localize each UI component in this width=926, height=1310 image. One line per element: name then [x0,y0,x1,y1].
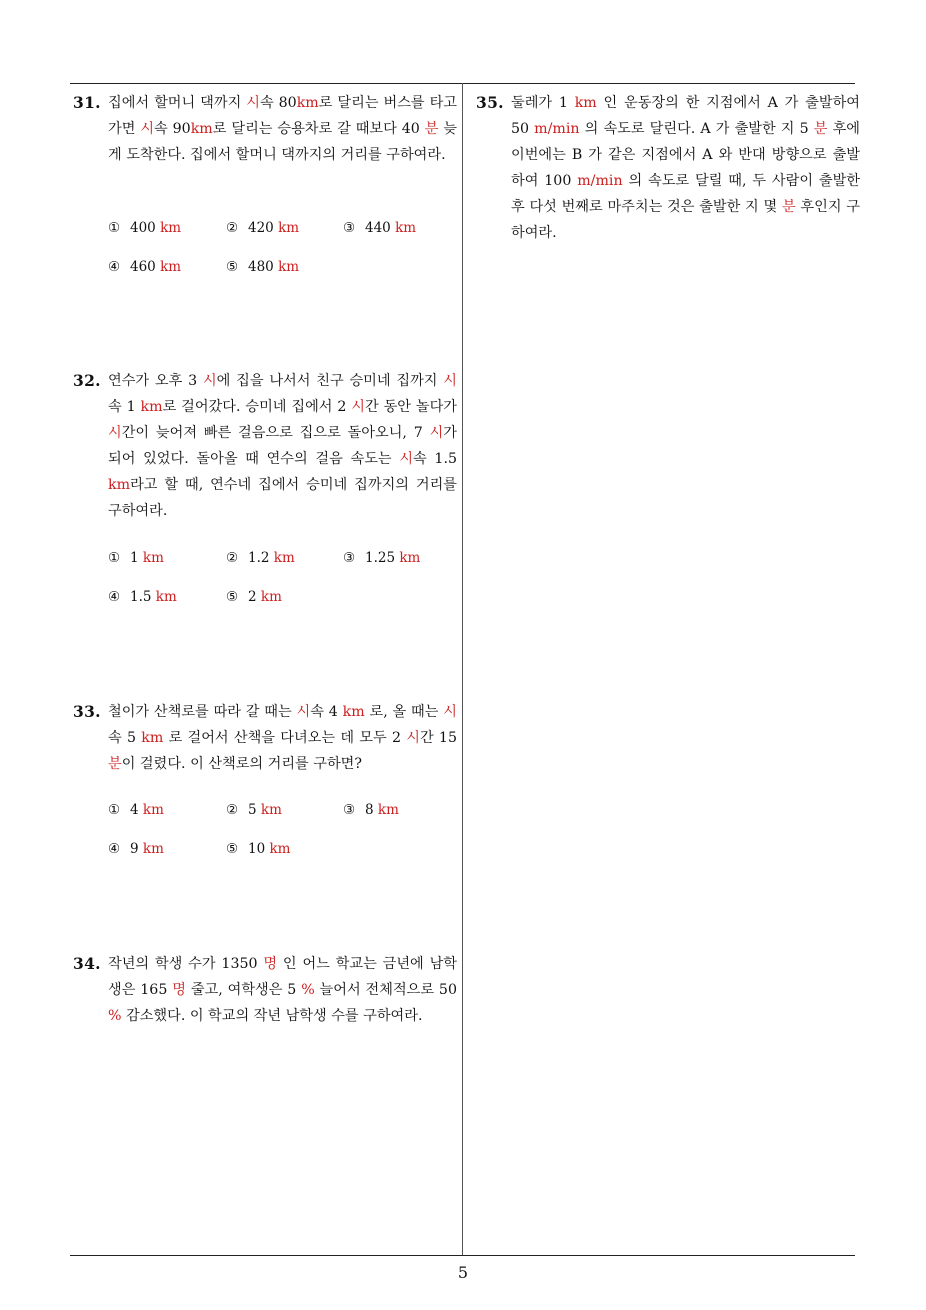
unit-token: 시 [406,730,420,746]
choice-value: 1.2 [248,550,274,566]
choice-value: 1.25 [365,550,400,566]
choice-marker: ② [226,220,239,236]
choice-5[interactable] [226,589,282,605]
choice-marker: ④ [108,259,121,275]
question-number: 34. [73,954,101,973]
choice-value: 400 [130,220,161,236]
question-35 [476,90,860,246]
unit-token: % [301,982,315,998]
unit-token: km [140,399,163,415]
question-number: 35. [476,93,504,112]
choice-unit: km [160,259,182,275]
unit-token: km [296,95,319,111]
question-34 [73,951,457,1029]
unit-token: 분 [424,121,439,137]
question-text: 둘레가 1 km 인 운동장의 한 지점에서 A 가 출발하여 50 m/min 의 속도로 달린다. A 가 출발한 지 5 분 후에 이번에는 B 가 같은 지점에서 A 와 반대 방향으로 출발하여 100 m/min 의 속도로 달릴 때, 두 사람이 출발한 후 다섯 번째로 마주치는 것은 출발한 지 몇 분 후인지 구하여라. [511,95,860,241]
choice-marker: ① [108,802,121,818]
choice-3[interactable] [343,220,416,236]
question-33 [73,699,457,777]
choice-unit: km [278,259,300,275]
choice-unit: km [269,841,291,857]
choice-4[interactable] [108,589,177,605]
choice-value: 420 [248,220,279,236]
choice-marker: ⑤ [226,259,239,275]
question-31 [73,90,457,168]
question-text: 작년의 학생 수가 1350 명 인 어느 학교는 금년에 남학생은 165 명 줄고, 여학생은 5 % 늘어서 전체적으로 50 % 감소했다. 이 학교의 작년 남학생 수를 구하여라. [108,956,457,1024]
choice-1[interactable] [108,550,164,566]
choice-2[interactable] [226,550,295,566]
question-32 [73,368,457,524]
choice-unit: km [278,220,300,236]
choice-unit: km [142,550,164,566]
choice-value: 1 [130,550,143,566]
choice-5[interactable] [226,841,290,857]
choice-value: 480 [248,259,279,275]
choice-marker: ③ [343,220,356,236]
choice-1[interactable] [108,220,181,236]
choice-unit: km [395,220,417,236]
choice-3[interactable] [343,550,420,566]
unit-token: % [108,1008,122,1024]
choice-2[interactable] [226,802,282,818]
choice-1[interactable] [108,802,164,818]
choice-marker: ① [108,220,121,236]
choice-marker: ② [226,550,239,566]
choice-marker: ① [108,550,121,566]
choice-unit: km [142,802,164,818]
question-text: 철이가 산책로를 따라 갈 때는 시속 4 km 로, 올 때는 시속 5 km 로 걸어서 산책을 다녀오는 데 모두 2 시간 15 분이 걸렸다. 이 산책로의 거리를 구하면? [108,704,457,772]
question-text: 집에서 할머니 댁까지 시속 80km로 달리는 버스를 타고 가면 시속 90km로 달리는 승용차로 갈 때보다 40 분 늦게 도착한다. 집에서 할머니 댁까지의 거리를 구하여라. [108,95,458,163]
choice-marker: ③ [343,550,356,566]
unit-token: 시 [443,373,457,389]
unit-token: 명 [263,956,278,972]
choice-unit: km [260,589,282,605]
choice-value: 2 [248,589,261,605]
unit-token: km [108,477,131,493]
unit-token: km [190,121,213,137]
choice-unit: km [273,550,295,566]
choice-3[interactable] [343,802,399,818]
choice-marker: ⑤ [226,589,239,605]
choice-value: 9 [130,841,143,857]
choice-4[interactable] [108,841,164,857]
unit-token: 시 [429,425,444,441]
choice-value: 10 [248,841,270,857]
unit-token: 시 [351,399,365,415]
question-number: 33. [73,702,101,721]
page-number: 5 [457,1263,469,1282]
choice-4[interactable] [108,259,181,275]
choice-marker: ④ [108,841,121,857]
choice-value: 8 [365,802,378,818]
unit-token: 분 [813,121,828,137]
unit-token: km [342,704,365,720]
choice-unit: km [142,841,164,857]
unit-token: m/min [577,173,623,189]
column-divider [462,83,463,1255]
question-number: 32. [73,371,101,390]
question-number: 31. [73,93,101,112]
question-text: 연수가 오후 3 시에 집을 나서서 친구 승미네 집까지 시속 1 km로 걸어갔다. 승미네 집에서 2 시간 동안 놀다가 시간이 늦어져 빠른 걸음으로 집으로 돌아오니, 7 시가 되어 있었다. 돌아올 때 연수의 걸음 속도는 시속 1.5 km라고 할 때, 연수네 집에서 승미네 집까지의 거리를 구하여라. [108,373,457,519]
choice-5[interactable] [226,259,299,275]
unit-token: 분 [108,756,122,772]
choice-marker: ③ [343,802,356,818]
unit-token: 시 [296,704,311,720]
bottom-rule [70,1255,855,1256]
choice-unit: km [377,802,399,818]
choice-unit: km [160,220,182,236]
unit-token: 시 [246,95,260,111]
choice-value: 5 [248,802,261,818]
unit-token: 시 [140,121,155,137]
unit-token: 분 [781,199,796,215]
choice-value: 4 [130,802,143,818]
choice-value: 460 [130,259,161,275]
unit-token: 시 [399,451,414,467]
unit-token: 명 [172,982,186,998]
choice-2[interactable] [226,220,299,236]
choice-unit: km [260,802,282,818]
unit-token: 시 [443,704,457,720]
choice-unit: km [155,589,177,605]
unit-token: 시 [108,425,122,441]
choice-marker: ④ [108,589,121,605]
unit-token: 시 [202,373,217,389]
choice-marker: ⑤ [226,841,239,857]
choice-value: 1.5 [130,589,156,605]
unit-token: km [574,95,597,111]
choice-marker: ② [226,802,239,818]
choice-value: 440 [365,220,396,236]
unit-token: m/min [534,121,580,137]
choice-unit: km [399,550,421,566]
unit-token: km [141,730,164,746]
